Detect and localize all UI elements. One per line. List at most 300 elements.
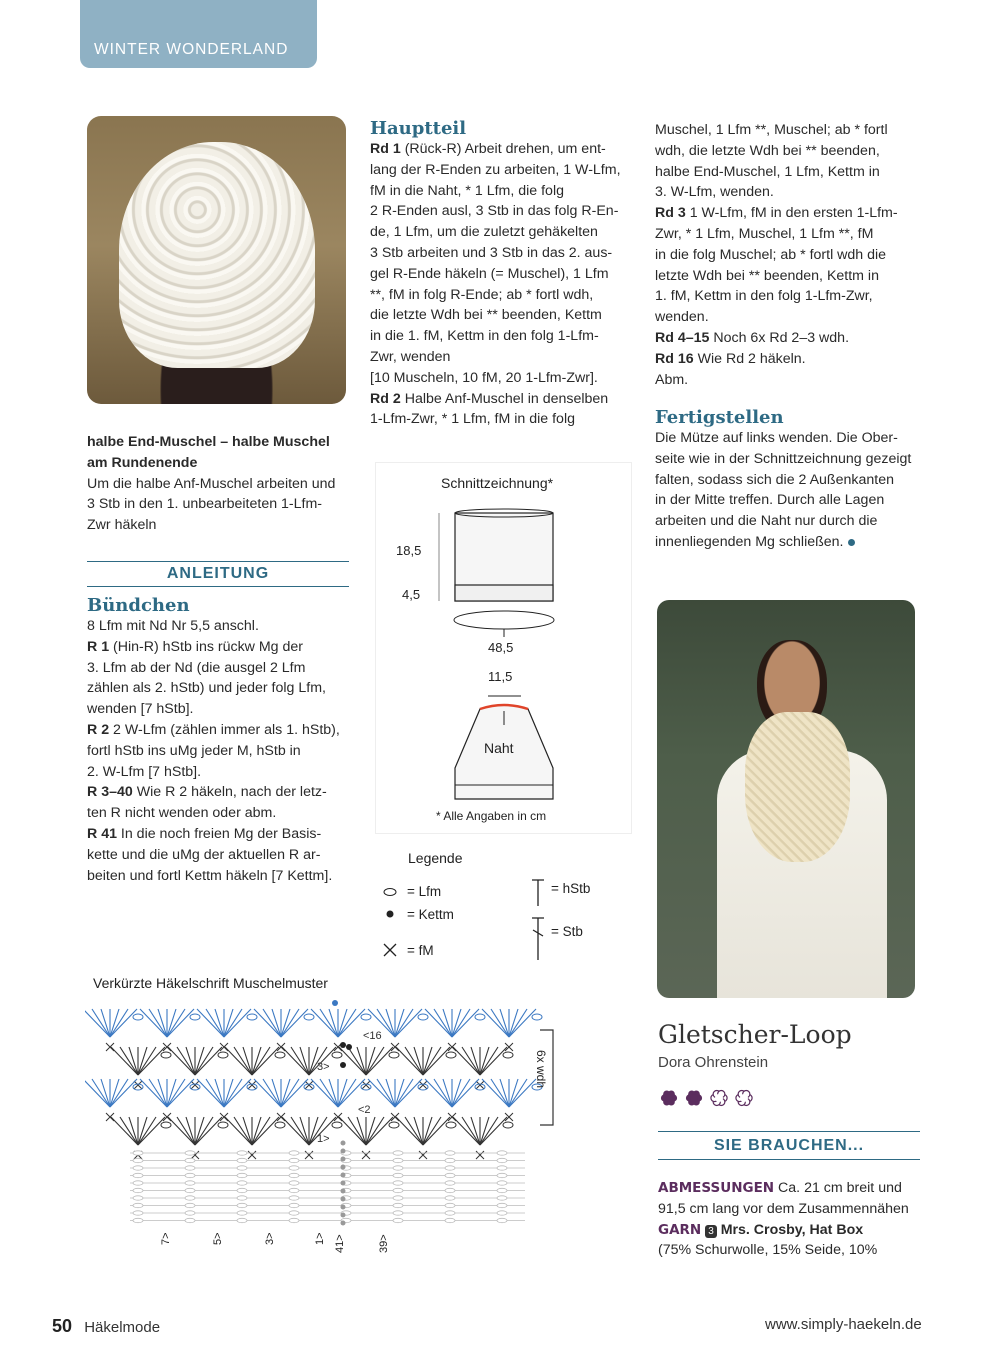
- row-label: R 41: [87, 825, 117, 842]
- row-text: gel R-Ende häkeln (= Muschel), 1 Lfm: [370, 265, 609, 282]
- rib-chain: [393, 1158, 403, 1162]
- rib-chain: [445, 1173, 455, 1177]
- rib-chain: [185, 1181, 195, 1185]
- row-text: 8 Lfm mit Nd Nr 5,5 anschl.: [87, 618, 259, 634]
- row-text: kette und die uMg der aktuellen R ar-: [87, 846, 321, 863]
- shell-stitch: [85, 1009, 143, 1037]
- single-crochet-mark: [419, 1081, 427, 1089]
- rib-chain: [185, 1218, 195, 1222]
- single-crochet-mark: [391, 1043, 399, 1051]
- shell-stitch: [225, 1117, 285, 1145]
- caption-line: 3 Stb in den 1. unbearbeiteten 1-Lfm-: [87, 496, 323, 513]
- single-crochet-mark: [248, 1081, 256, 1089]
- shell-stitch: [111, 1047, 171, 1075]
- dim-top: 11,5: [488, 669, 513, 684]
- single-crochet-mark: [134, 1081, 142, 1089]
- row-text: Muschel, 1 Lfm **, Muschel; ab * fortl: [655, 122, 888, 138]
- row-text: wenden [7 hStb].: [87, 701, 194, 718]
- row-text: Halbe Anf-Muschel in denselben: [400, 390, 609, 407]
- rib-chain: [237, 1173, 247, 1177]
- slip-stitch-dot: [341, 1213, 346, 1218]
- rib-chain: [393, 1188, 403, 1192]
- row-text: Abm.: [655, 371, 689, 388]
- rib-chain: [237, 1203, 247, 1207]
- buendchen-text: [87, 616, 357, 886]
- caption-block: [87, 432, 349, 536]
- shell-stitch: [453, 1047, 513, 1075]
- text-line: [655, 224, 925, 245]
- rib-chain: [445, 1203, 455, 1207]
- hauptteil-section: [370, 118, 632, 430]
- row-text: halbe End-Muschel, 1 Lfm, Kettm in: [655, 163, 880, 180]
- single-crochet-mark: [305, 1081, 313, 1089]
- slip-stitch-dot: [341, 1173, 346, 1178]
- chart-mark: 1>: [317, 1133, 330, 1145]
- highlight-dot: [340, 1062, 346, 1068]
- rib-chain: [289, 1166, 299, 1170]
- legende: [378, 850, 628, 970]
- shell-stitch: [368, 1079, 428, 1107]
- text-line: [87, 782, 357, 803]
- text-line: [87, 762, 357, 783]
- row-label: Rd 4–15: [655, 329, 710, 346]
- rib-chain: [133, 1173, 143, 1177]
- difficulty-empty-icon: [711, 1091, 727, 1106]
- page-number: 50: [52, 1316, 73, 1336]
- crochet-chart: [85, 995, 580, 1260]
- rib-chain: [497, 1166, 507, 1170]
- difficulty-rating: [659, 1086, 759, 1110]
- rib-chain: [289, 1218, 299, 1222]
- rib-chain: [445, 1158, 455, 1162]
- row-text: wenden.: [655, 309, 709, 326]
- footer-url: www.simply-haekeln.de: [765, 1316, 922, 1333]
- shell-stitch: [453, 1117, 513, 1145]
- text-line: [655, 245, 925, 266]
- highlight-dot: [346, 1044, 352, 1050]
- text-line: arbeiten und die Naht nur durch die: [655, 513, 878, 530]
- shell-stitch: [254, 1009, 314, 1037]
- row-text: de, 1 Lfm, um die zuletzt gehäkelten: [370, 224, 598, 241]
- shell-stitch: [168, 1047, 228, 1075]
- rib-chain: [133, 1158, 143, 1162]
- chart-mark: <16: [363, 1030, 382, 1042]
- rib-chain: [133, 1218, 143, 1222]
- fertigstellen-text: [655, 428, 925, 553]
- magazine-name: Häkelmode: [84, 1319, 161, 1336]
- cuff-rect: [455, 585, 553, 601]
- shell-stitch: [282, 1047, 342, 1075]
- single-crochet-mark: [419, 1151, 427, 1159]
- row-text: 2 R-Enden ausl, 3 Stb in das folg R-En-: [370, 203, 619, 220]
- schnitt-note: * Alle Angaben in cm: [436, 809, 547, 823]
- single-crochet-mark: [391, 1113, 399, 1121]
- row-text: zählen als 2. hStb) und jeder folg Lfm,: [87, 680, 326, 697]
- row-text: [10 Muscheln, 10 fM, 20 1-Lfm-Zwr].: [370, 369, 598, 386]
- rib-chain: [393, 1211, 403, 1215]
- text-line: [370, 285, 632, 306]
- single-crochet-mark: [448, 1113, 456, 1121]
- abm-text-2: 91,5 cm lang vor dem Zusammennähen: [658, 1200, 909, 1217]
- row-label: 41>: [334, 1234, 346, 1253]
- naht-label: Naht: [484, 740, 514, 756]
- garn-label: GARN: [658, 1221, 702, 1238]
- rib-chain: [185, 1203, 195, 1207]
- rib-chain: [497, 1211, 507, 1215]
- single-crochet-mark: [248, 1151, 256, 1159]
- shell-stitch: [197, 1009, 257, 1037]
- rule-top: [87, 561, 349, 562]
- rib-chain: [393, 1173, 403, 1177]
- text-line: seite wie in der Schnittzeichnung gezeigt: [655, 450, 912, 467]
- slip-stitch-dot: [341, 1157, 346, 1162]
- rib-chain: [133, 1188, 143, 1192]
- single-crochet-mark: [362, 1081, 370, 1089]
- right-col-text: [655, 120, 925, 390]
- rule-bottom-2: [658, 1159, 920, 1160]
- slip-stitch-dot: [341, 1181, 346, 1186]
- row-label: Rd 3: [655, 205, 686, 222]
- shell-stitch: [482, 1079, 542, 1107]
- rib-chain: [133, 1151, 143, 1155]
- loop-title: Gletscher-Loop: [658, 1020, 852, 1049]
- hauptteil-heading: Hauptteil: [370, 118, 467, 139]
- single-crochet-mark: [305, 1151, 313, 1159]
- abm-text: Ca. 21 cm breit und: [774, 1180, 902, 1196]
- rib-chain: [185, 1151, 195, 1155]
- rib-chain: [393, 1151, 403, 1155]
- text-line: [655, 141, 925, 162]
- rib-chain: [133, 1166, 143, 1170]
- row-text: in die folg Muschel; ab * fortl wdh die: [655, 246, 887, 263]
- section-label: WINTER WONDERLAND: [94, 41, 289, 58]
- text-line: [370, 181, 632, 202]
- rib-chain: [393, 1166, 403, 1170]
- text-line: [655, 370, 925, 391]
- fertigstellen-section: [655, 407, 925, 553]
- slip-stitch-dot: [341, 1165, 346, 1170]
- end-mark-icon: [848, 539, 855, 546]
- row-text: 3 Stb arbeiten und 3 Stb in das 2. aus-: [370, 244, 613, 261]
- row-text: Wie Rd 2 häkeln.: [693, 350, 806, 367]
- row-text: lang der R-Enden zu arbeiten, 1 W-Lfm,: [370, 161, 621, 178]
- buendchen-heading: Bündchen: [87, 595, 190, 616]
- caption-title-1: halbe End-Muschel – halbe Muschel: [87, 434, 330, 450]
- dim-height: 18,5: [396, 543, 422, 558]
- hat-photo: [87, 116, 346, 404]
- caption-line: Zwr häkeln: [87, 517, 157, 534]
- row-label: 39>: [378, 1234, 390, 1253]
- rib-chain: [393, 1196, 403, 1200]
- text-line: in der Mitte treffen. Durch alle Lagen: [655, 492, 885, 509]
- slip-stitch-dot: [341, 1205, 346, 1210]
- row-label: 3>: [264, 1232, 276, 1245]
- rib-chain: [237, 1211, 247, 1215]
- rib-chain: [445, 1166, 455, 1170]
- footer-left: [52, 1316, 160, 1337]
- rib-chain: [445, 1211, 455, 1215]
- hauptteil-text: [370, 139, 632, 430]
- yarn-weight-badge: 3: [705, 1225, 717, 1238]
- single-crochet-mark: [362, 1151, 370, 1159]
- chart-mark: <2: [358, 1104, 371, 1116]
- rule-bottom: [87, 586, 349, 587]
- text-line: [370, 264, 632, 285]
- text-line: [655, 307, 925, 328]
- row-text: fM in die Naht, * 1 Lfm, die folg: [370, 182, 564, 199]
- rib-chain: [289, 1211, 299, 1215]
- text-line: [370, 389, 632, 410]
- anleitung-heading: ANLEITUNG: [166, 565, 270, 582]
- row-label: 7>: [160, 1232, 172, 1245]
- shell-stitch: [197, 1079, 257, 1107]
- difficulty-filled-icon: [661, 1091, 677, 1106]
- text-line: [370, 201, 632, 222]
- row-text: fortl hStb ins uMg jeder M, hStb in: [87, 742, 301, 759]
- abm-label: ABMESSUNGEN: [658, 1180, 775, 1196]
- rib-chain: [445, 1181, 455, 1185]
- fertigstellen-heading: Fertigstellen: [655, 407, 784, 428]
- chart-title: Verkürzte Häkelschrift Muschelmuster: [93, 975, 328, 991]
- sie-brauchen-heading: SIE BRAUCHEN...: [713, 1137, 865, 1154]
- rib-chain: [185, 1166, 195, 1170]
- legende-item: = Stb: [551, 924, 583, 939]
- rib-chain: [445, 1196, 455, 1200]
- row-text: 1-Lfm-Zwr, * 1 Lfm, fM in die folg: [370, 411, 575, 428]
- slip-stitch-dot: [341, 1141, 346, 1146]
- single-crochet-mark: [106, 1113, 114, 1121]
- rib-chain: [289, 1203, 299, 1207]
- rib-chain: [237, 1158, 247, 1162]
- text-line: [370, 368, 632, 389]
- legende-item: = hStb: [551, 881, 591, 896]
- rib-chain: [393, 1181, 403, 1185]
- single-crochet-mark: [277, 1043, 285, 1051]
- rib-chain: [497, 1173, 507, 1177]
- row-text: wdh, die letzte Wdh bei ** beenden,: [655, 142, 880, 159]
- rib-chain: [237, 1181, 247, 1185]
- shell-stitch: [396, 1117, 456, 1145]
- text-line: [370, 243, 632, 264]
- rib-chain: [445, 1188, 455, 1192]
- shell-stitch: [168, 1117, 228, 1145]
- rib-chain: [133, 1196, 143, 1200]
- highlight-dot: [340, 1042, 346, 1048]
- rib-chain: [185, 1158, 195, 1162]
- text-line: [655, 162, 925, 183]
- text-line: [87, 741, 357, 762]
- slip-stitch-dot: [341, 1149, 346, 1154]
- chart-mark: 3>: [317, 1061, 330, 1073]
- text-line: [655, 203, 925, 224]
- shell-stitch: [482, 1009, 542, 1037]
- chain-icon: [384, 889, 396, 896]
- slip-stitch-dot: [341, 1197, 346, 1202]
- row-text: (Rück-R) Arbeit drehen, um ent-: [400, 141, 606, 157]
- hat-image: [119, 142, 315, 368]
- row-text: ten R nicht wenden oder abm.: [87, 805, 277, 822]
- rib-chain: [185, 1188, 195, 1192]
- text-line: [655, 266, 925, 287]
- legende-heading: Legende: [408, 850, 463, 866]
- shell-stitch: [425, 1009, 485, 1037]
- rib-chain: [497, 1203, 507, 1207]
- row-text: In die noch freien Mg der Basis-: [116, 825, 322, 842]
- row-text: letzte Wdh bei ** beenden, Kettm in: [655, 267, 879, 284]
- shell-stitch: [311, 1079, 371, 1107]
- rib-chain: [237, 1196, 247, 1200]
- row-text: Zwr, wenden: [370, 348, 451, 365]
- row-text: beiten und fortl Kettm häkeln [7 Kettm].: [87, 867, 333, 884]
- rib-chain: [237, 1166, 247, 1170]
- single-crochet-mark: [163, 1043, 171, 1051]
- dim-circumference: 48,5: [488, 640, 514, 655]
- shell-stitch: [111, 1117, 171, 1145]
- repeat-label: 6x wdh: [534, 1050, 548, 1089]
- text-line: falten, sodass sich die 2 Außenkanten: [655, 471, 894, 488]
- row-label: R 1: [87, 638, 110, 655]
- rib-chain: [497, 1218, 507, 1222]
- row-label: 5>: [212, 1232, 224, 1245]
- hdc-icon: [532, 880, 544, 906]
- dc-icon: [532, 918, 544, 960]
- text-line: [370, 326, 632, 347]
- legende-item: = Kettm: [407, 907, 454, 922]
- legende-item: = fM: [407, 943, 434, 958]
- slip-stitch-icon: [387, 911, 394, 918]
- rib-chain: [289, 1188, 299, 1192]
- text-line: [87, 616, 357, 637]
- row-label: R 3–40: [87, 784, 133, 801]
- single-crochet-mark: [448, 1043, 456, 1051]
- shell-stitch: [425, 1079, 485, 1107]
- rib-chain: [445, 1218, 455, 1222]
- rib-chain: [497, 1181, 507, 1185]
- single-crochet-mark: [476, 1081, 484, 1089]
- rib-chain: [237, 1151, 247, 1155]
- shell-stitch: [339, 1117, 399, 1145]
- text-line: [370, 409, 632, 430]
- rib-chain: [289, 1151, 299, 1155]
- row-text: Noch 6x Rd 2–3 wdh.: [709, 329, 850, 346]
- schnitt-title: Schnittzeichnung*: [441, 475, 554, 491]
- rib-chain: [133, 1181, 143, 1185]
- row-text: 3. W-Lfm, wenden.: [655, 184, 774, 201]
- slip-stitch-dot: [341, 1189, 346, 1194]
- row-label: R 2: [87, 721, 110, 738]
- text-line: [87, 720, 357, 741]
- single-crochet-mark: [476, 1151, 484, 1159]
- buendchen-section: [87, 595, 357, 886]
- caption-title-2: am Rundenende: [87, 454, 198, 471]
- rib-chain: [497, 1188, 507, 1192]
- row-text: 2 W-Lfm (zählen immer als 1. hStb),: [109, 721, 340, 738]
- legende-item: = Lfm: [407, 884, 442, 899]
- section-tab: [80, 0, 317, 68]
- shell-stitch: [282, 1117, 342, 1145]
- row-label: Rd 1: [370, 141, 401, 157]
- caption-line: Um die halbe Anf-Muschel arbeiten und: [87, 475, 336, 492]
- shell-stitch: [339, 1047, 399, 1075]
- dim-cuff: 4,5: [402, 587, 421, 602]
- difficulty-filled-icon: [686, 1091, 702, 1106]
- start-dot: [332, 1000, 338, 1006]
- row-text: die letzte Wdh bei ** beenden, Kettm: [370, 307, 602, 324]
- rib-chain: [133, 1203, 143, 1207]
- shell-stitch: [85, 1079, 143, 1107]
- rib-chain: [289, 1181, 299, 1185]
- rib-chain: [237, 1218, 247, 1222]
- text-line: [655, 328, 925, 349]
- single-crochet-mark: [220, 1113, 228, 1121]
- materials: [658, 1178, 928, 1261]
- row-text: Zwr, * 1 Lfm, Muschel, 1 Lfm **, fM: [655, 225, 874, 242]
- row-text: 3. Lfm ab der Nd (die ausgel 2 Lfm: [87, 659, 306, 676]
- rib-chain: [185, 1211, 195, 1215]
- single-crochet-icon: [384, 944, 396, 956]
- text-line: [87, 845, 357, 866]
- row-text: 1. fM, Kettm in den folg 1-Lfm-Zwr,: [655, 288, 873, 305]
- text-line: [655, 120, 925, 141]
- text-line: [370, 139, 632, 160]
- shell-stitch: [254, 1079, 314, 1107]
- row-label: Rd 16: [655, 350, 694, 367]
- rib-chain: [497, 1151, 507, 1155]
- garn-text: Mrs. Crosby, Hat Box: [716, 1221, 864, 1238]
- text-line: [370, 305, 632, 326]
- single-crochet-mark: [505, 1113, 513, 1121]
- text-line: [370, 347, 632, 368]
- rib-chain: [289, 1158, 299, 1162]
- text-line: innenliegenden Mg schließen.: [655, 532, 925, 553]
- text-line: [655, 286, 925, 307]
- rule-top-2: [658, 1131, 920, 1132]
- row-label: Rd 2: [370, 390, 401, 407]
- single-crochet-mark: [106, 1043, 114, 1051]
- text-line: [655, 349, 925, 370]
- row-text: 1 W-Lfm, fM in den ersten 1-Lfm-: [685, 205, 898, 222]
- schnitt-diagram: [375, 462, 632, 834]
- garn-text-2: (75% Schurwolle, 15% Seide, 10%: [658, 1242, 878, 1259]
- rib-chain: [393, 1203, 403, 1207]
- text-line: [87, 699, 357, 720]
- text-line: [87, 824, 357, 845]
- shell-stitch: [140, 1079, 200, 1107]
- text-line: [370, 160, 632, 181]
- rib-chain: [445, 1151, 455, 1155]
- row-text: in die 1. fM, Kettm in den folg 1-Lfm-: [370, 328, 599, 345]
- slip-stitch-dot: [341, 1221, 346, 1226]
- text-line: Die Mütze auf links wenden. Die Ober-: [655, 430, 898, 446]
- row-label: 1>: [314, 1232, 326, 1245]
- rib-chain: [497, 1158, 507, 1162]
- single-crochet-mark: [505, 1043, 513, 1051]
- shell-stitch: [396, 1047, 456, 1075]
- text-line: [87, 658, 357, 679]
- loop-photo: [657, 600, 915, 998]
- rib-chain: [289, 1196, 299, 1200]
- text-line: [87, 866, 357, 887]
- row-text: (Hin-R) hStb ins rückw Mg der: [109, 638, 304, 655]
- rib-chain: [237, 1188, 247, 1192]
- row-text: **, fM in folg R-Ende; ab * fortl wdh,: [370, 286, 594, 303]
- shell-stitch: [311, 1009, 371, 1037]
- loop-author: Dora Ohrenstein: [658, 1054, 769, 1071]
- rib-chain: [289, 1173, 299, 1177]
- single-crochet-mark: [334, 1113, 342, 1121]
- single-crochet-mark: [163, 1113, 171, 1121]
- rib-chain: [133, 1211, 143, 1215]
